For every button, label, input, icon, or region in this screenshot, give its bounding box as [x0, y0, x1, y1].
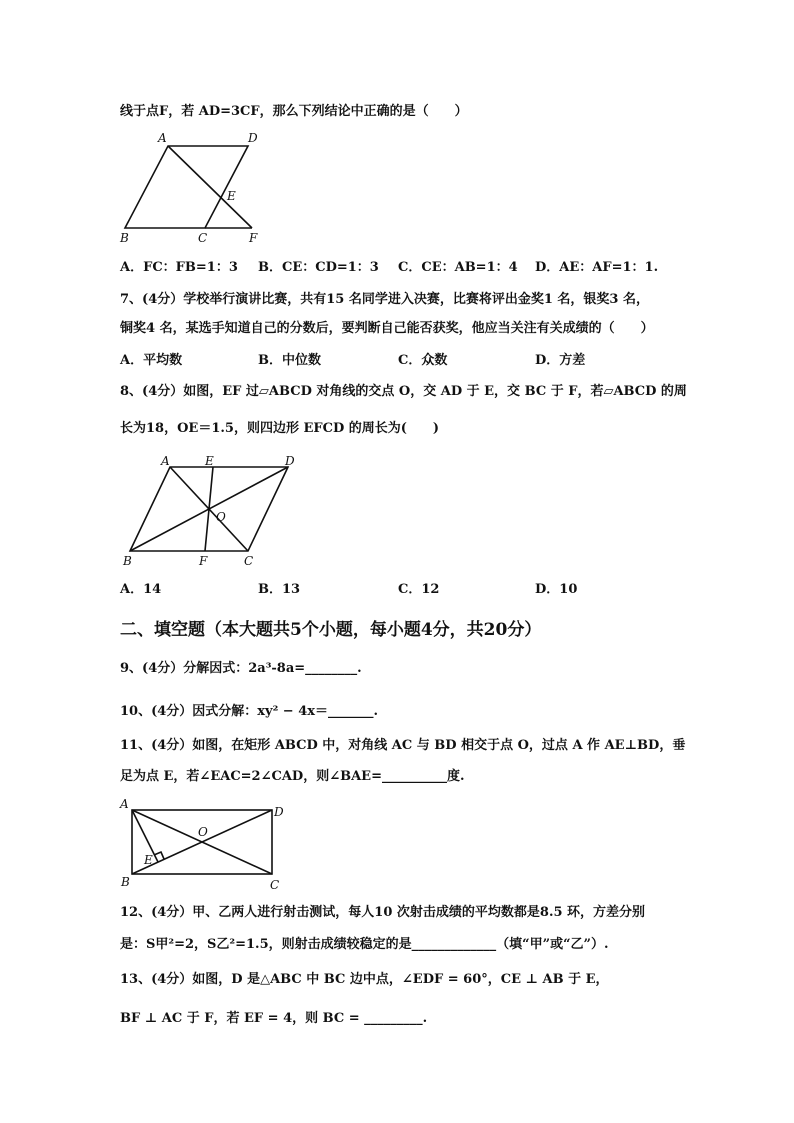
q7-option-c: C．众数 — [398, 353, 448, 368]
q6-option-d: D．AE：AF=1：1. — [535, 260, 659, 275]
q6-figure — [110, 128, 270, 248]
label-c: C — [198, 231, 208, 245]
label-o: O — [216, 510, 226, 524]
q12-line2: 是：S甲²=2，S乙²=1.5，则射击成绩较稳定的是_____________（填“甲”或“乙”）. — [120, 937, 609, 952]
q7-option-a: A．平均数 — [120, 353, 183, 368]
label-a: A — [120, 797, 129, 811]
label-b: B — [123, 554, 132, 568]
q6-option-c: C．CE：AB=1：4 — [398, 260, 518, 275]
section-title: 二、填空题（本大题共5个小题，每小题4分，共20分） — [120, 620, 542, 640]
label-d: D — [285, 454, 295, 468]
q11-line1: 11、(4分）如图，在矩形 ABCD 中，对角线 AC 与 BD 相交于点 O，过点 A 作 AE⊥BD，垂 — [120, 738, 686, 753]
label-a: A — [158, 131, 167, 145]
parallelogram-abcd — [125, 146, 248, 228]
label-f: F — [199, 554, 208, 568]
label-e: E — [205, 454, 214, 468]
q7-line1: 7、(4分）学校举行演讲比赛，共有15 名同学进入决赛，比赛将评出金奖1 名，银奖3 名， — [120, 292, 650, 307]
q7-line2: 铜奖4 名，某选手知道自己的分数后，要判断自己能否获奖，他应当关注有关成绩的（ ） — [120, 321, 654, 336]
q8-line2: 长为18，OE＝1.5，则四边形 EFCD 的周长为( ) — [120, 421, 440, 436]
q8-option-a: A．14 — [120, 582, 162, 597]
q6-stem: 线于点F，若 AD=3CF，那么下列结论中正确的是（ ） — [120, 104, 468, 119]
label-d: D — [274, 805, 284, 819]
label-b: B — [120, 231, 129, 245]
segment-ef — [205, 467, 213, 551]
q7-option-b: B．中位数 — [258, 353, 321, 368]
line-af — [168, 146, 252, 228]
q12-line1: 12、(4分）甲、乙两人进行射击测试，每人10 次射击成绩的平均数都是8.5 环，方差分别 — [120, 905, 646, 920]
label-e: E — [144, 853, 153, 867]
label-d: D — [248, 131, 258, 145]
label-b: B — [121, 875, 130, 889]
q8-option-b: B．13 — [258, 582, 301, 597]
q11-line2: 足为点 E，若∠EAC=2∠CAD，则∠BAE=__________度. — [120, 769, 465, 784]
q11-figure — [118, 798, 293, 893]
label-f: F — [249, 231, 258, 245]
q13-line1: 13、(4分）如图，D 是△ABC 中 BC 边中点，∠EDF = 60°，CE ⊥ AB 于 E， — [120, 972, 609, 987]
q7-option-d: D．方差 — [535, 353, 586, 368]
q6-option-a: A．FC：FB=1：3 — [120, 260, 238, 275]
label-e: E — [227, 189, 236, 203]
q8-option-c: C．12 — [398, 582, 440, 597]
label-a: A — [161, 454, 170, 468]
q9-text: 9、(4分）分解因式：2a³-8a=________. — [120, 661, 362, 676]
q13-line2: BF ⊥ AC 于 F，若 EF = 4，则 BC = _________. — [120, 1011, 428, 1026]
label-c: C — [270, 878, 280, 892]
q10-text: 10、(4分）因式分解：xy² − 4x＝_______. — [120, 704, 379, 719]
q8-option-d: D．10 — [535, 582, 578, 597]
q8-figure — [118, 455, 308, 570]
label-c: C — [244, 554, 254, 568]
q6-option-b: B．CE：CD=1：3 — [258, 260, 379, 275]
q8-line1: 8、(4分）如图，EF 过▱ABCD 对角线的交点 O，交 AD 于 E，交 BC 于 F，若▱ABCD 的周 — [120, 384, 687, 399]
label-o: O — [198, 825, 208, 839]
